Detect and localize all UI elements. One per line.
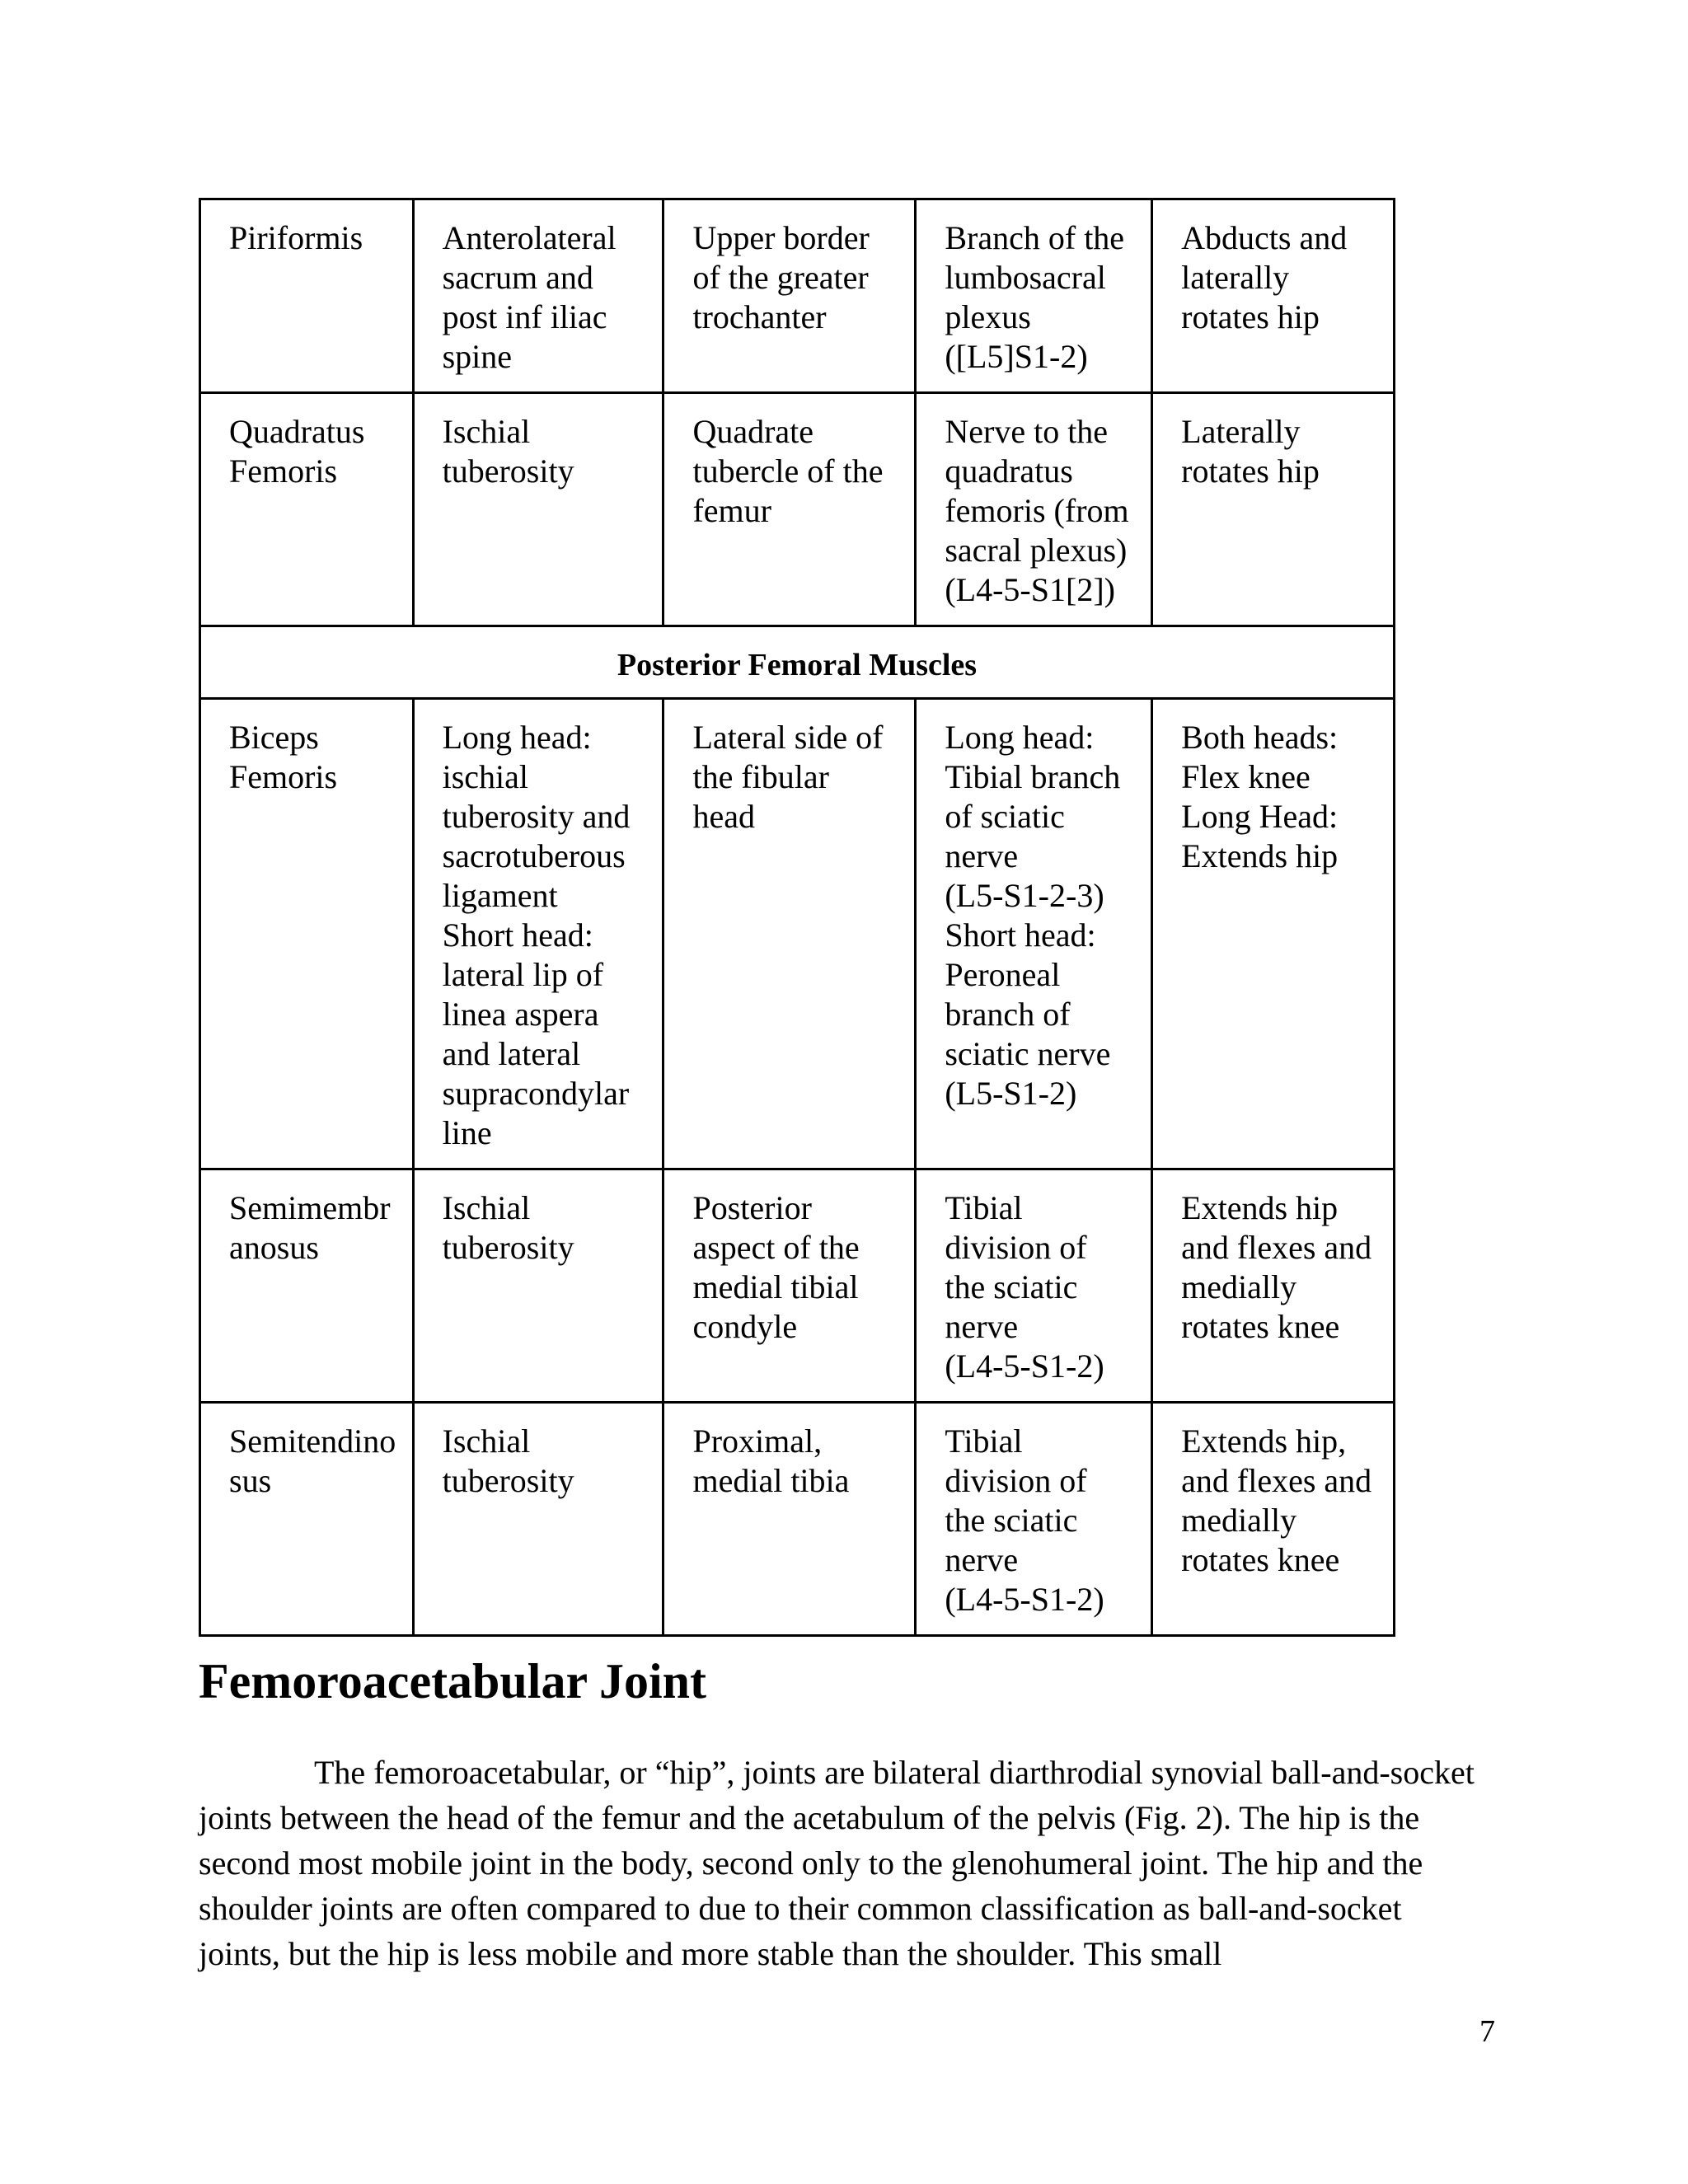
cell-line: sciatic nerve	[945, 1035, 1111, 1072]
cell-line: lateral lip of	[442, 956, 604, 993]
cell-line: Femoris	[229, 758, 338, 795]
cell-line: of sciatic	[945, 798, 1065, 835]
cell-line: (L4-5-S1[2])	[945, 571, 1115, 608]
cell-line: nerve	[945, 1308, 1019, 1345]
cell-line: branch of	[945, 996, 1071, 1033]
cell-line: tuberosity	[442, 452, 574, 490]
cell-line: post inf iliac	[442, 298, 607, 335]
cell-line: division of	[945, 1229, 1087, 1266]
cell-line: Short head:	[442, 916, 593, 954]
cell-line: Tibial branch	[945, 758, 1121, 795]
cell-line: nerve	[945, 837, 1019, 874]
cell-line: laterally	[1181, 259, 1290, 296]
cell-innervation	[916, 199, 1152, 393]
cell-line: Tibial	[945, 1189, 1023, 1226]
cell-line: Flex knee	[1181, 758, 1311, 795]
cell-line: Piriformis	[229, 219, 363, 256]
cell-muscle	[200, 699, 414, 1169]
cell-line: sacrotuberous	[442, 837, 626, 874]
cell-insertion	[663, 1403, 916, 1636]
cell-line: division of	[945, 1462, 1087, 1499]
cell-line: tuberosity	[442, 1229, 574, 1266]
cell-line: medially	[1181, 1268, 1297, 1305]
section-row	[200, 626, 1395, 699]
cell-innervation	[916, 699, 1152, 1169]
cell-line: tuberosity and	[442, 798, 631, 835]
cell-insertion	[663, 393, 916, 626]
cell-line: the sciatic	[945, 1502, 1078, 1539]
cell-line: ischial	[442, 758, 529, 795]
cell-line: the fibular	[692, 758, 829, 795]
cell-line: Laterally	[1181, 413, 1301, 450]
cell-line: Tibial	[945, 1422, 1023, 1460]
cell-line: tuberosity	[442, 1462, 574, 1499]
cell-line: Biceps	[229, 719, 319, 756]
body-paragraph	[199, 1750, 1517, 1976]
paragraph-line: joints, but the hip is less mobile and more stable than the shoulder. This small	[199, 1935, 1222, 1972]
cell-line: Long Head:	[1181, 798, 1339, 835]
cell-line: Nerve to the	[945, 413, 1109, 450]
cell-line: Peroneal	[945, 956, 1061, 993]
table-row	[200, 199, 1395, 393]
cell-line: Long head:	[442, 719, 592, 756]
cell-line: supracondylar	[442, 1075, 630, 1112]
cell-line: lumbosacral	[945, 259, 1106, 296]
cell-line: Abducts and	[1181, 219, 1348, 256]
cell-line: and flexes and	[1181, 1462, 1372, 1499]
table-body-bottom	[200, 699, 1395, 1636]
cell-line: Upper border	[692, 219, 870, 256]
cell-insertion	[663, 699, 916, 1169]
muscle-table	[199, 198, 1395, 1637]
cell-line: Quadrate	[692, 413, 814, 450]
cell-line: femoris (from	[945, 492, 1129, 529]
cell-line: linea aspera	[442, 996, 599, 1033]
cell-line: Extends hip,	[1181, 1422, 1347, 1460]
paragraph-line: shoulder joints are often compared to due to their common classification as ball-and-socket	[199, 1890, 1402, 1927]
cell-muscle	[200, 1403, 414, 1636]
cell-line: line	[442, 1114, 492, 1151]
cell-insertion	[663, 199, 916, 393]
cell-line: the sciatic	[945, 1268, 1078, 1305]
cell-origin	[413, 1169, 663, 1403]
table-section	[200, 626, 1395, 699]
cell-line: (L4-5-S1-2)	[945, 1581, 1104, 1618]
cell-line: ligament	[442, 877, 558, 914]
cell-origin	[413, 393, 663, 626]
cell-line: (L5-S1-2-3)	[945, 877, 1104, 914]
cell-line: Both heads:	[1181, 719, 1339, 756]
cell-origin	[413, 699, 663, 1169]
cell-innervation	[916, 1169, 1152, 1403]
cell-line: Semitendino	[229, 1422, 396, 1460]
cell-line: trochanter	[692, 298, 827, 335]
cell-line: (L4-5-S1-2)	[945, 1347, 1104, 1385]
cell-line: femur	[692, 492, 771, 529]
cell-action	[1152, 699, 1395, 1169]
cell-line: medial tibial	[692, 1268, 859, 1305]
cell-muscle	[200, 393, 414, 626]
cell-line: rotates knee	[1181, 1308, 1340, 1345]
cell-line: Lateral side of	[692, 719, 884, 756]
cell-line: medial tibia	[692, 1462, 850, 1499]
cell-line: Short head:	[945, 916, 1096, 954]
cell-line: medially	[1181, 1502, 1297, 1539]
cell-innervation	[916, 1403, 1152, 1636]
cell-line: Semimembr	[229, 1189, 391, 1226]
cell-line: Long head:	[945, 719, 1095, 756]
cell-line: Proximal,	[692, 1422, 823, 1460]
cell-line: aspect of the	[692, 1229, 860, 1266]
cell-line: Ischial	[442, 413, 531, 450]
cell-insertion	[663, 1169, 916, 1403]
cell-line: and lateral	[442, 1035, 581, 1072]
cell-line: anosus	[229, 1229, 319, 1266]
cell-action	[1152, 1169, 1395, 1403]
table-body-top	[200, 199, 1395, 626]
cell-muscle	[200, 199, 414, 393]
cell-line: tubercle of the	[692, 452, 884, 490]
paragraph-line: The femoroacetabular, or “hip”, joints are bilateral diarthrodial synovial ball-and-socket	[314, 1754, 1475, 1791]
cell-line: Extends hip	[1181, 1189, 1339, 1226]
table-row	[200, 699, 1395, 1169]
cell-innervation	[916, 393, 1152, 626]
cell-line: Femoris	[229, 452, 338, 490]
cell-line: spine	[442, 338, 513, 375]
cell-line: Quadratus	[229, 413, 365, 450]
table-row	[200, 1169, 1395, 1403]
cell-line: plexus	[945, 298, 1031, 335]
page-number: 7	[1479, 2014, 1495, 2049]
cell-line: and flexes and	[1181, 1229, 1372, 1266]
cell-line: quadratus	[945, 452, 1073, 490]
cell-line: nerve	[945, 1541, 1019, 1578]
table-row	[200, 1403, 1395, 1636]
cell-line: Extends hip	[1181, 837, 1339, 874]
cell-line: rotates hip	[1181, 298, 1320, 335]
cell-line: head	[692, 798, 755, 835]
cell-origin	[413, 199, 663, 393]
cell-line: Ischial	[442, 1422, 531, 1460]
cell-action	[1152, 393, 1395, 626]
cell-line: Ischial	[442, 1189, 531, 1226]
section-heading: Femoroacetabular Joint	[199, 1654, 707, 1708]
cell-line: ([L5]S1-2)	[945, 338, 1088, 375]
cell-line: Posterior	[692, 1189, 812, 1226]
cell-line: of the greater	[692, 259, 869, 296]
paragraph-line: joints between the head of the femur and the acetabulum of the pelvis (Fig. 2). The hip is the	[199, 1799, 1420, 1836]
paragraph-line: second most mobile joint in the body, second only to the glenohumeral joint. The hip and the	[199, 1844, 1423, 1882]
cell-line: condyle	[692, 1308, 798, 1345]
section-title: Posterior Femoral Muscles	[200, 626, 1395, 699]
table-row	[200, 393, 1395, 626]
cell-line: sacral plexus)	[945, 532, 1128, 569]
cell-action	[1152, 1403, 1395, 1636]
cell-action	[1152, 199, 1395, 393]
cell-line: rotates hip	[1181, 452, 1320, 490]
cell-line: rotates knee	[1181, 1541, 1340, 1578]
cell-line: sacrum and	[442, 259, 593, 296]
cell-line: sus	[229, 1462, 272, 1499]
cell-muscle	[200, 1169, 414, 1403]
cell-line: (L5-S1-2)	[945, 1075, 1077, 1112]
cell-line: Branch of the	[945, 219, 1125, 256]
cell-origin	[413, 1403, 663, 1636]
cell-line: Anterolateral	[442, 219, 617, 256]
